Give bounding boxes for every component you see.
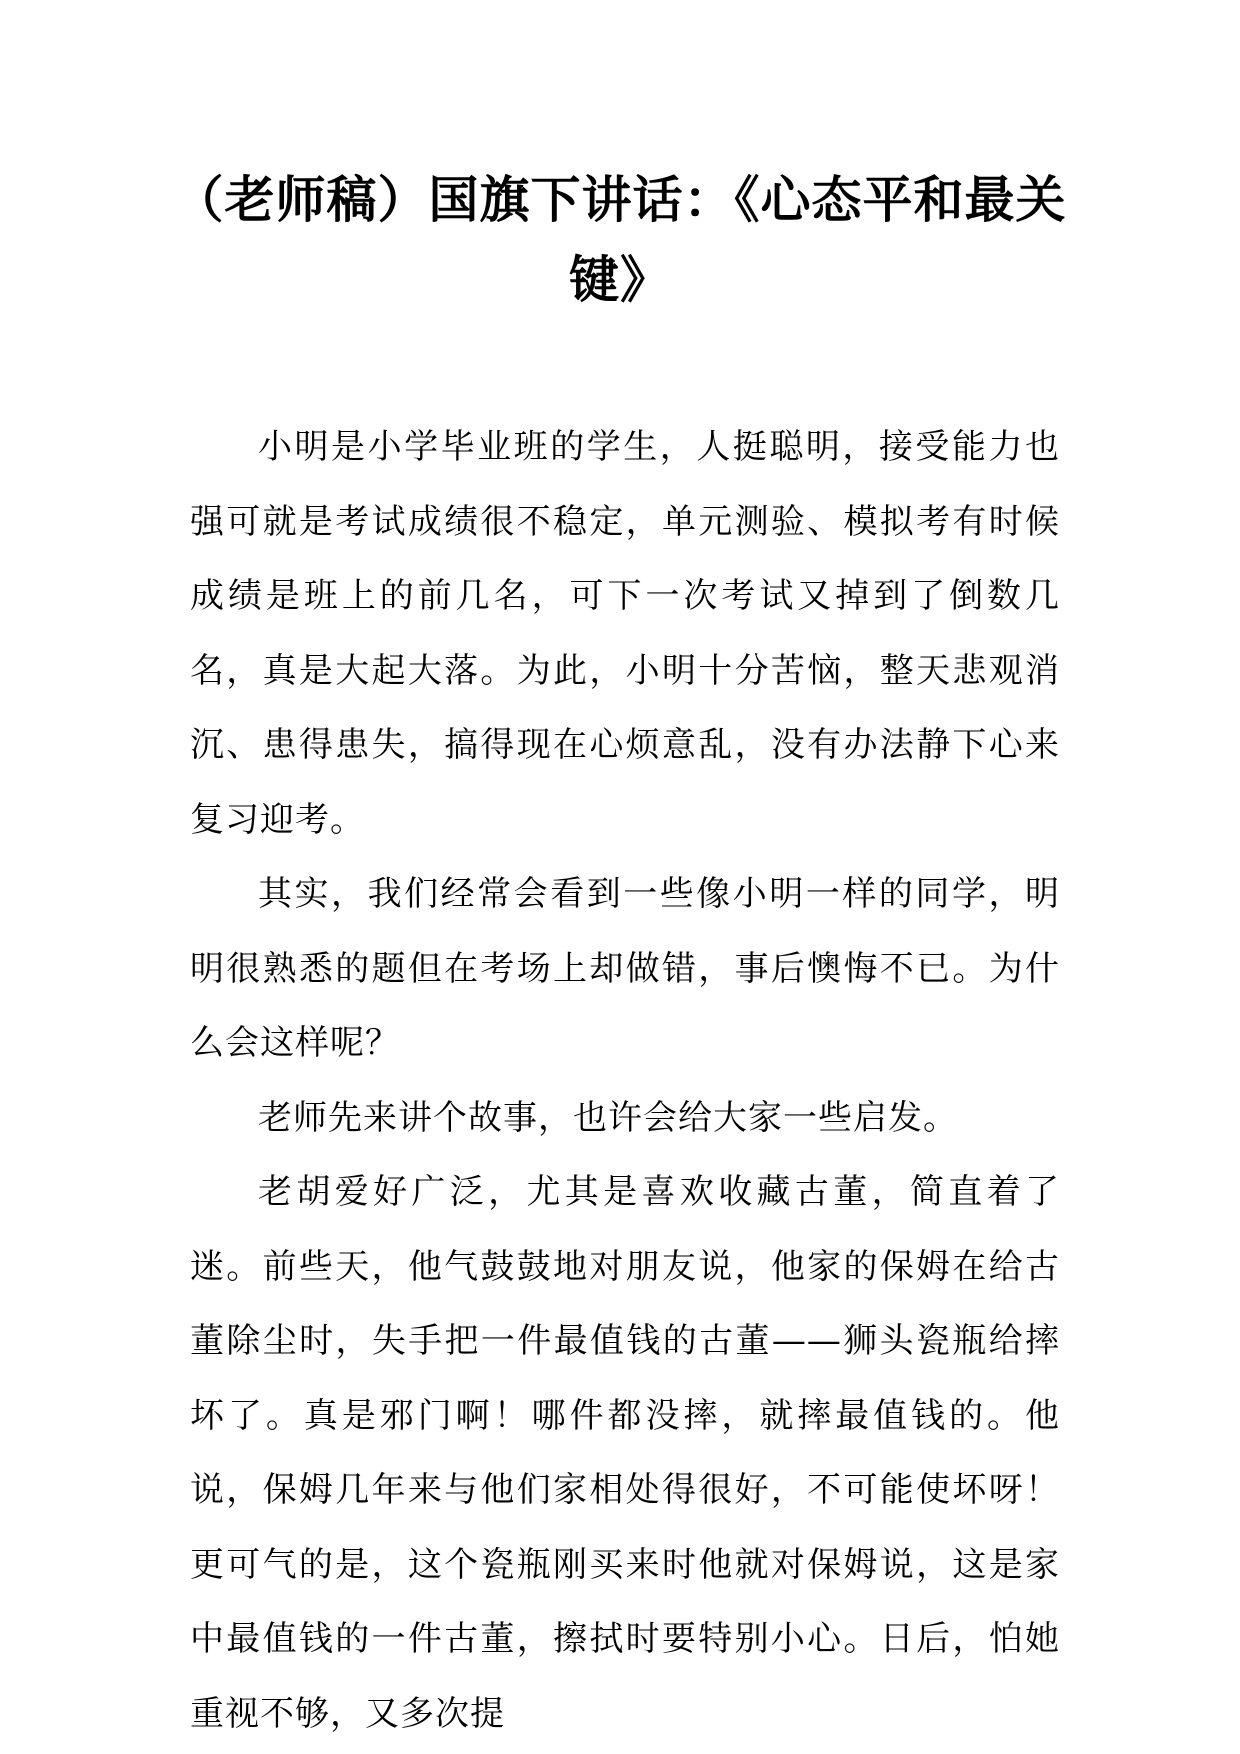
document-body [190,410,1060,1751]
paragraph-3: 老师先来讲个故事，也许会给大家一些启发。 [258,1097,958,1138]
document-title: （老师稿）国旗下讲话：《心态平和最关键》 [173,171,1067,309]
paragraph-2: 其实，我们经常会看到一些像小明一样的同学，明明很熟悉的题但在考场上却做错，事后懊悔不已。为什么会这样呢？ [190,874,1060,1063]
paragraph-4: 老胡爱好广泛，尤其是喜欢收藏古董，简直着了迷。前些天，他气鼓鼓地对朋友说，他家的保姆在给古董除尘时，失手把一件最值钱的古董——狮头瓷瓶给摔坏了。真是邪门啊！哪件都没摔，就摔最值钱的。他说，保姆几年来与他们家相处得很好，不可能使坏呀！更可气的是，这个瓷瓶刚买来时他就对保姆说，这是家中最值钱的一件古董，擦拭时要特别小心。日后，怕她重视不够，又多次提 [190,1172,1060,1734]
paragraph-1: 小明是小学毕业班的学生，人挺聪明，接受能力也强可就是考试成绩很不稳定，单元测验、模拟考有时候成绩是班上的前几名，可下一次考试又掉到了倒数几名，真是大起大落。为此，小明十分苦恼，整天悲观消沉、患得患失，搞得现在心烦意乱，没有办法静下心来复习迎考。 [190,427,1060,840]
